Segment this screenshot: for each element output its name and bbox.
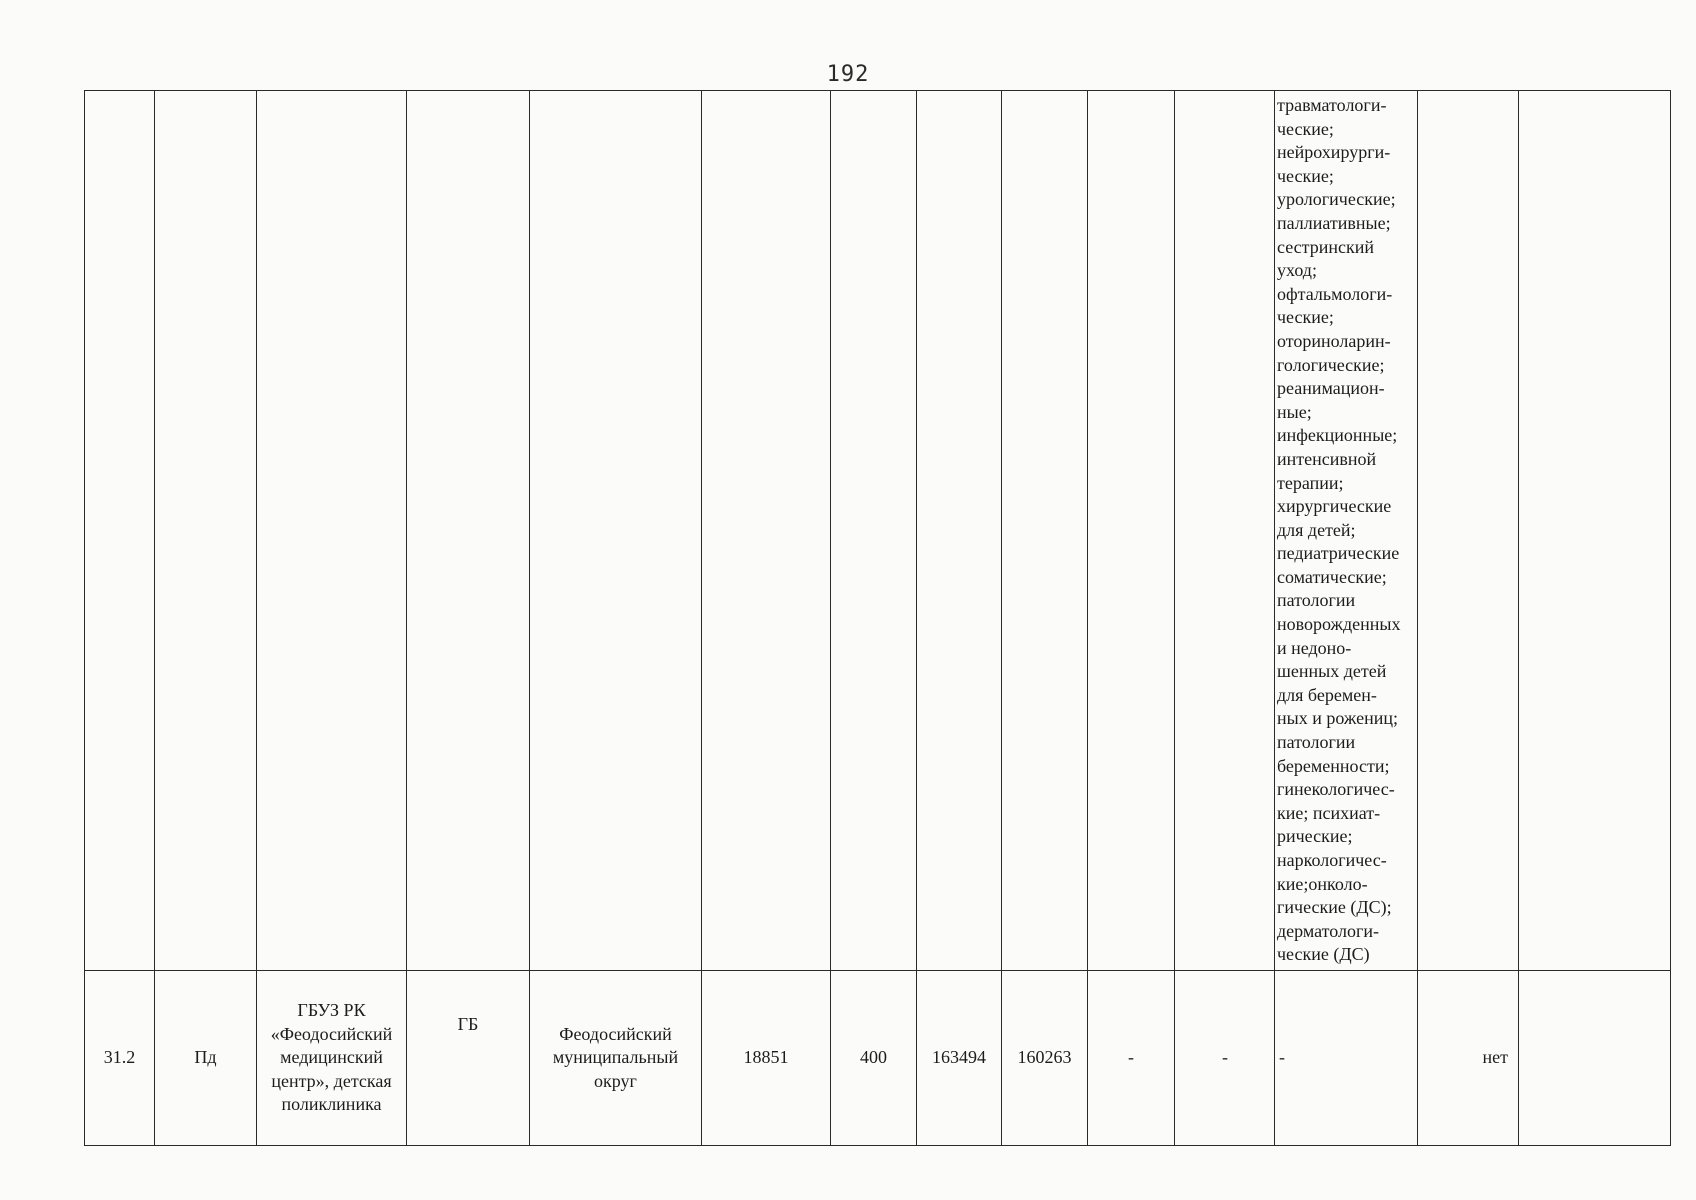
table-cell <box>1418 91 1519 971</box>
bed-profile-line: терапии; <box>1277 472 1344 493</box>
registry-table <box>84 90 1671 1146</box>
facility-name-line: поликлиника <box>281 1094 382 1115</box>
page-number: 192 <box>826 62 870 87</box>
bed-profile-line: оториноларин- <box>1277 330 1391 351</box>
bed-profile-line: ческие (ДС) <box>1277 944 1370 965</box>
value-cell: 163494 <box>917 971 1002 1146</box>
facility-name-line: ГБУЗ РК <box>297 1000 366 1021</box>
bed-profile-line: инфекционные; <box>1277 425 1398 446</box>
district-line: округ <box>594 1070 637 1091</box>
dash-cell: - <box>1275 971 1418 1146</box>
bed-profile-line: офтальмологи- <box>1277 283 1393 304</box>
facility-name-line: центр», детская <box>271 1070 392 1091</box>
table-cell <box>1002 91 1088 971</box>
district-line: муниципальный <box>552 1047 679 1068</box>
bed-profile-line: травматологи- <box>1277 95 1387 115</box>
value-cell: 400 <box>831 971 917 1146</box>
table-cell <box>530 91 702 971</box>
table-cell <box>407 91 530 971</box>
facility-code: ГБ <box>407 971 530 1146</box>
bed-profile-line: реанимацион- <box>1277 378 1385 399</box>
table-cell <box>1088 91 1175 971</box>
bed-profile-line: хирургические <box>1277 496 1392 517</box>
bed-profile-line: паллиативные; <box>1277 212 1391 233</box>
bed-profile-line: сестринский <box>1277 236 1374 257</box>
bed-profile-line: патологии <box>1277 590 1356 611</box>
table-row-31-2 <box>85 971 1671 1146</box>
table-row-continued <box>85 91 1671 971</box>
table-cell <box>1519 91 1671 971</box>
bed-profile-line: ческие; <box>1277 118 1334 139</box>
dash-cell: - <box>1088 971 1175 1146</box>
bed-profile-line: кие; психиат- <box>1277 802 1381 823</box>
bed-profile-line: ные; <box>1277 401 1312 422</box>
table-cell <box>155 91 257 971</box>
bed-profile-line: ческие; <box>1277 307 1334 328</box>
bed-profile-line: для беремен- <box>1277 684 1377 705</box>
bed-profile-line: урологические; <box>1277 189 1396 210</box>
bed-profile-line: гические (ДС); <box>1277 897 1392 918</box>
bed-profile-line: ных и рожениц; <box>1277 708 1398 729</box>
bed-profile-line: наркологичес- <box>1277 850 1387 870</box>
table-cell <box>257 91 407 971</box>
bed-profile-list <box>1275 91 1418 971</box>
empty-cell <box>1519 971 1671 1146</box>
value-cell: 160263 <box>1002 971 1088 1146</box>
facility-name-line: «Феодосийский <box>270 1023 393 1044</box>
bed-profile-line: новорожденных <box>1277 614 1401 635</box>
district-line: Феодосийский <box>559 1023 672 1044</box>
district <box>530 971 702 1146</box>
facility-name <box>257 971 407 1146</box>
answer-cell: нет <box>1418 971 1519 1146</box>
bed-profile-line: гологические; <box>1277 354 1385 375</box>
facility-type: Пд <box>155 971 257 1146</box>
bed-profile-line: рические; <box>1277 826 1353 847</box>
bed-profile-line: кие;онколо- <box>1277 873 1368 894</box>
bed-profile-line: патологии <box>1277 732 1356 753</box>
bed-profile-line: беременности; <box>1277 755 1390 776</box>
bed-profile-line: для детей; <box>1277 519 1356 540</box>
facility-name-line: медицинский <box>280 1047 383 1068</box>
table-cell <box>702 91 831 971</box>
bed-profile-line: соматические; <box>1277 566 1387 587</box>
bed-profile-line: и недоно- <box>1277 637 1352 658</box>
bed-profile-line: ческие; <box>1277 165 1334 186</box>
row-number: 31.2 <box>85 971 155 1146</box>
bed-profile-line: уход; <box>1277 260 1317 281</box>
bed-profile-line: интенсивной <box>1277 448 1377 469</box>
table-cell <box>1175 91 1275 971</box>
bed-profile-line: шенных детей <box>1277 661 1387 682</box>
bed-profile-line: нейрохирурги- <box>1277 142 1391 163</box>
table-cell <box>85 91 155 971</box>
bed-profile-line: гинекологичес- <box>1277 779 1395 800</box>
table-cell <box>831 91 917 971</box>
value-cell: 18851 <box>702 971 831 1146</box>
dash-cell: - <box>1175 971 1275 1146</box>
table-cell <box>917 91 1002 971</box>
bed-profile-line: педиатрические <box>1277 543 1400 564</box>
bed-profile-line: дерматологи- <box>1277 920 1380 941</box>
